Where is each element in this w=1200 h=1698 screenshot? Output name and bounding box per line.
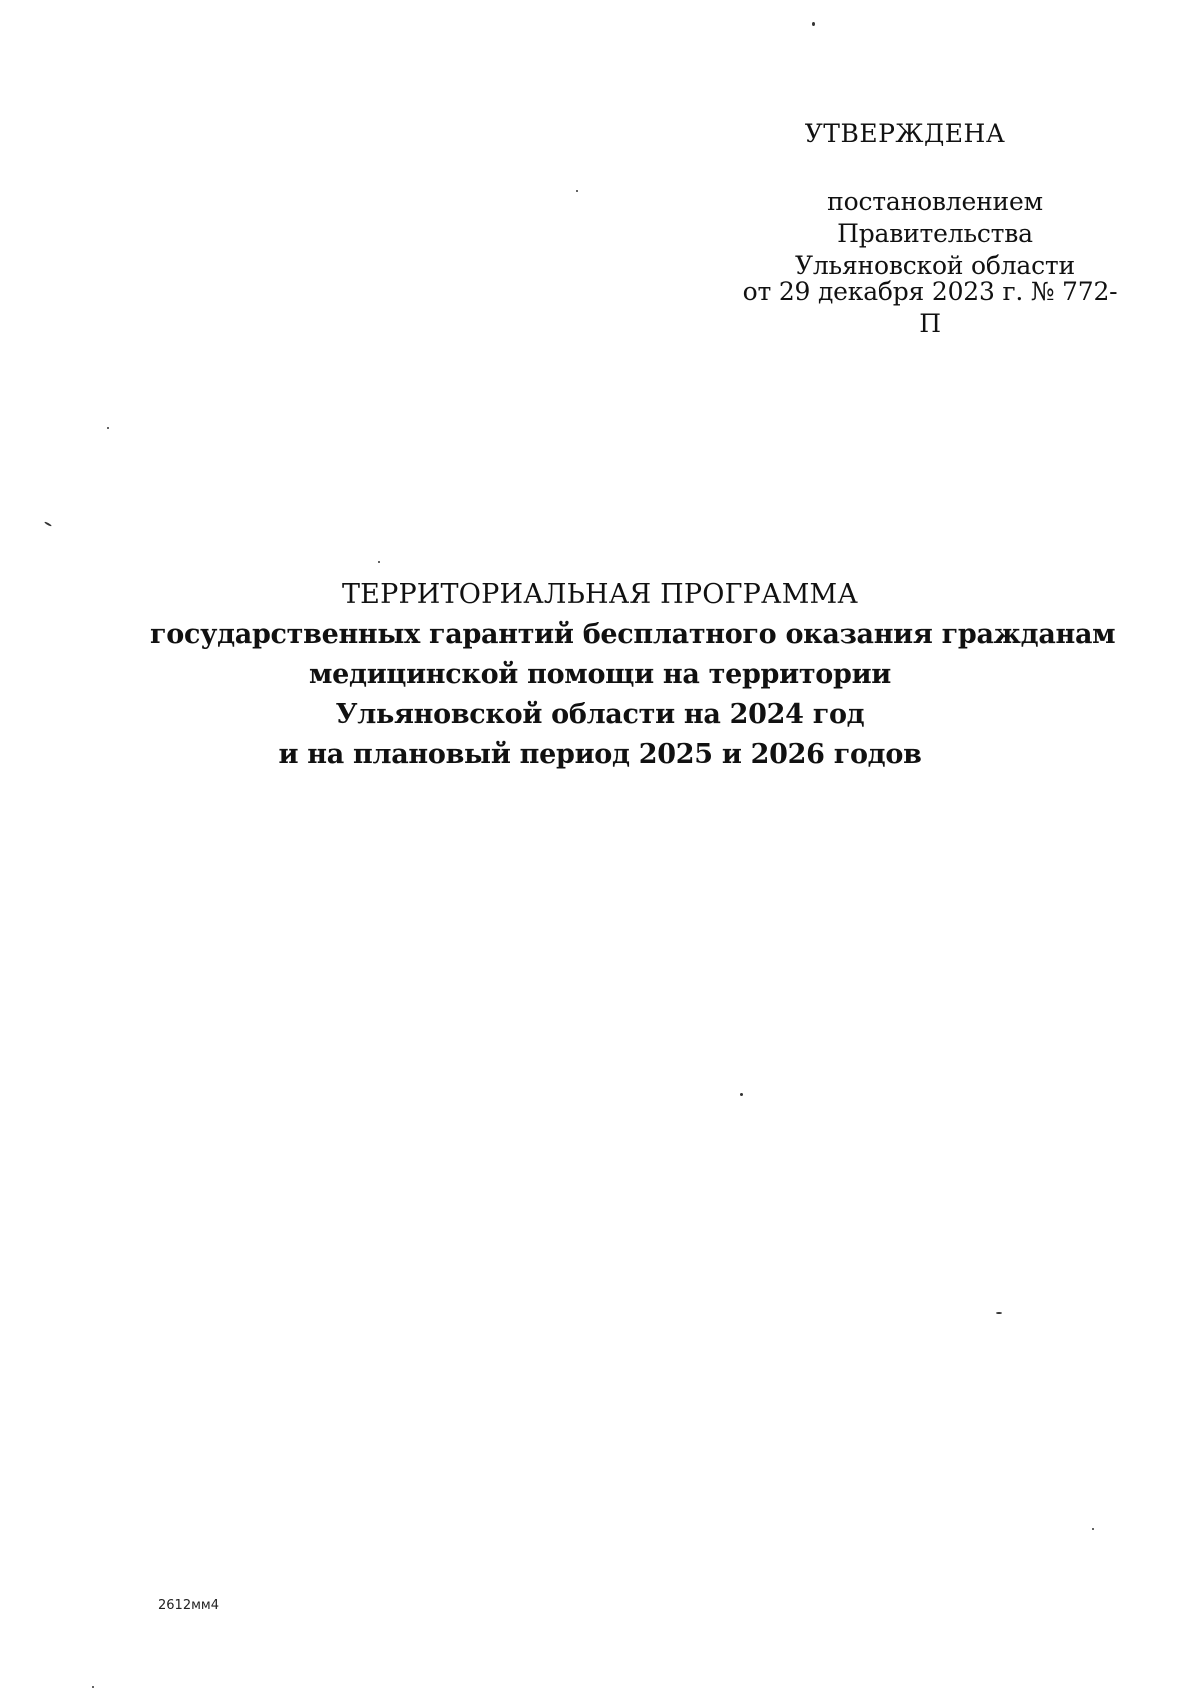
scan-speck — [740, 1093, 743, 1096]
decree-issuer-line: постановлением Правительства — [827, 187, 1043, 248]
scan-speck — [996, 1312, 1002, 1314]
scan-speck — [107, 427, 109, 429]
title-line-medical-help: медицинской помощи на территории — [308, 659, 892, 690]
scan-speck — [812, 22, 815, 26]
document-title — [150, 575, 1116, 775]
scan-speck — [92, 1686, 94, 1688]
scan-speck — [576, 190, 578, 192]
approval-status: УТВЕРЖДЕНА — [804, 119, 1006, 148]
document-code: 2612мм4 — [158, 1598, 219, 1613]
decree-reference — [730, 186, 1140, 282]
scan-speck — [44, 521, 52, 527]
title-line-planning-period: и на плановый период 2025 и 2026 годов — [278, 739, 922, 770]
title-line-guarantees: государственных гарантий бесплатного оказания гражданам — [150, 619, 1116, 650]
decree-region-line: Ульяновской области — [795, 251, 1075, 280]
title-line-region-year: Ульяновской области на 2024 год — [335, 699, 865, 730]
title-line-program: ТЕРРИТОРИАЛЬНАЯ ПРОГРАММА — [341, 579, 859, 610]
scan-speck — [378, 561, 380, 563]
decree-date: от 29 декабря 2023 г. № 772-П — [742, 277, 1118, 338]
scan-speck — [1092, 1528, 1094, 1530]
